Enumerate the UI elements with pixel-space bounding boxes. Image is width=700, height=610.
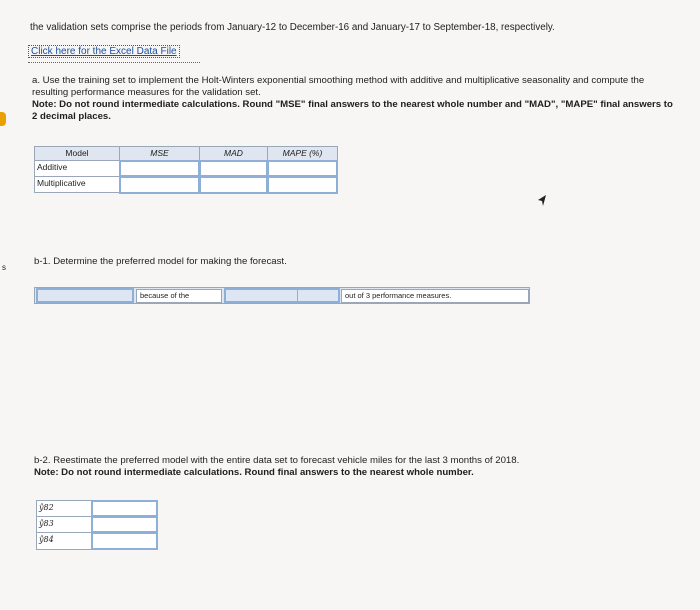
forecast-table (36, 500, 158, 552)
forecast-84-input[interactable] (91, 532, 158, 550)
part-a-instruction: a. Use the training set to implement the Holt-Winters exponential smoothing method with additive and multiplicative seasonality and compute the resulting performance measures for the validation set. (32, 75, 645, 98)
part-b2-question: b-2. Reestimate the preferred model with the entire data set to forecast vehicle miles for the last 3 months of 2018. (34, 455, 520, 466)
multiplicative-mape-input[interactable] (267, 176, 338, 194)
performance-table (34, 146, 338, 194)
forecast-82-input[interactable] (91, 500, 158, 517)
count-select[interactable] (224, 288, 340, 303)
part-b2-note: Note: Do not round intermediate calculations. Round final answers to the nearest whole number. (34, 467, 474, 478)
question-marker (0, 112, 6, 126)
header-model: Model (34, 146, 120, 161)
part-b1-question: b-1. Determine the preferred model for making the forecast. (34, 256, 287, 267)
forecast-83-input[interactable] (91, 516, 158, 533)
excel-data-link[interactable]: Click here for the Excel Data File (28, 45, 180, 58)
row-additive: Additive (34, 160, 120, 177)
side-letter: s (2, 263, 6, 272)
additive-mad-input[interactable] (199, 160, 268, 177)
row-multiplicative: Multiplicative (34, 176, 120, 193)
row-yhat-84: ŷ84 (36, 532, 92, 550)
header-mad: MAD (199, 146, 268, 161)
cursor-icon (536, 194, 548, 208)
out-of-label: out of 3 performance measures. (341, 289, 529, 303)
additive-mse-input[interactable] (119, 160, 200, 177)
intro-text: the validation sets comprise the periods from January-12 to December-16 and January-17 to September-18, respectively. (30, 22, 555, 33)
preferred-model-select[interactable] (36, 288, 134, 303)
row-yhat-82: ŷ82 (36, 500, 92, 517)
additive-mape-input[interactable] (267, 160, 338, 177)
multiplicative-mse-input[interactable] (119, 176, 200, 194)
because-label: because of the (136, 289, 222, 303)
row-yhat-83: ŷ83 (36, 516, 92, 533)
count-select-divider (297, 289, 298, 302)
header-mse: MSE (119, 146, 200, 161)
part-a-note: Note: Do not round intermediate calculations. Round "MSE" final answers to the nearest whole number and "MAD", "MAPE" final answers to 2 decimal places. (32, 99, 673, 122)
multiplicative-mad-input[interactable] (199, 176, 268, 194)
header-mape: MAPE (%) (267, 146, 338, 161)
link-underline (28, 62, 200, 63)
